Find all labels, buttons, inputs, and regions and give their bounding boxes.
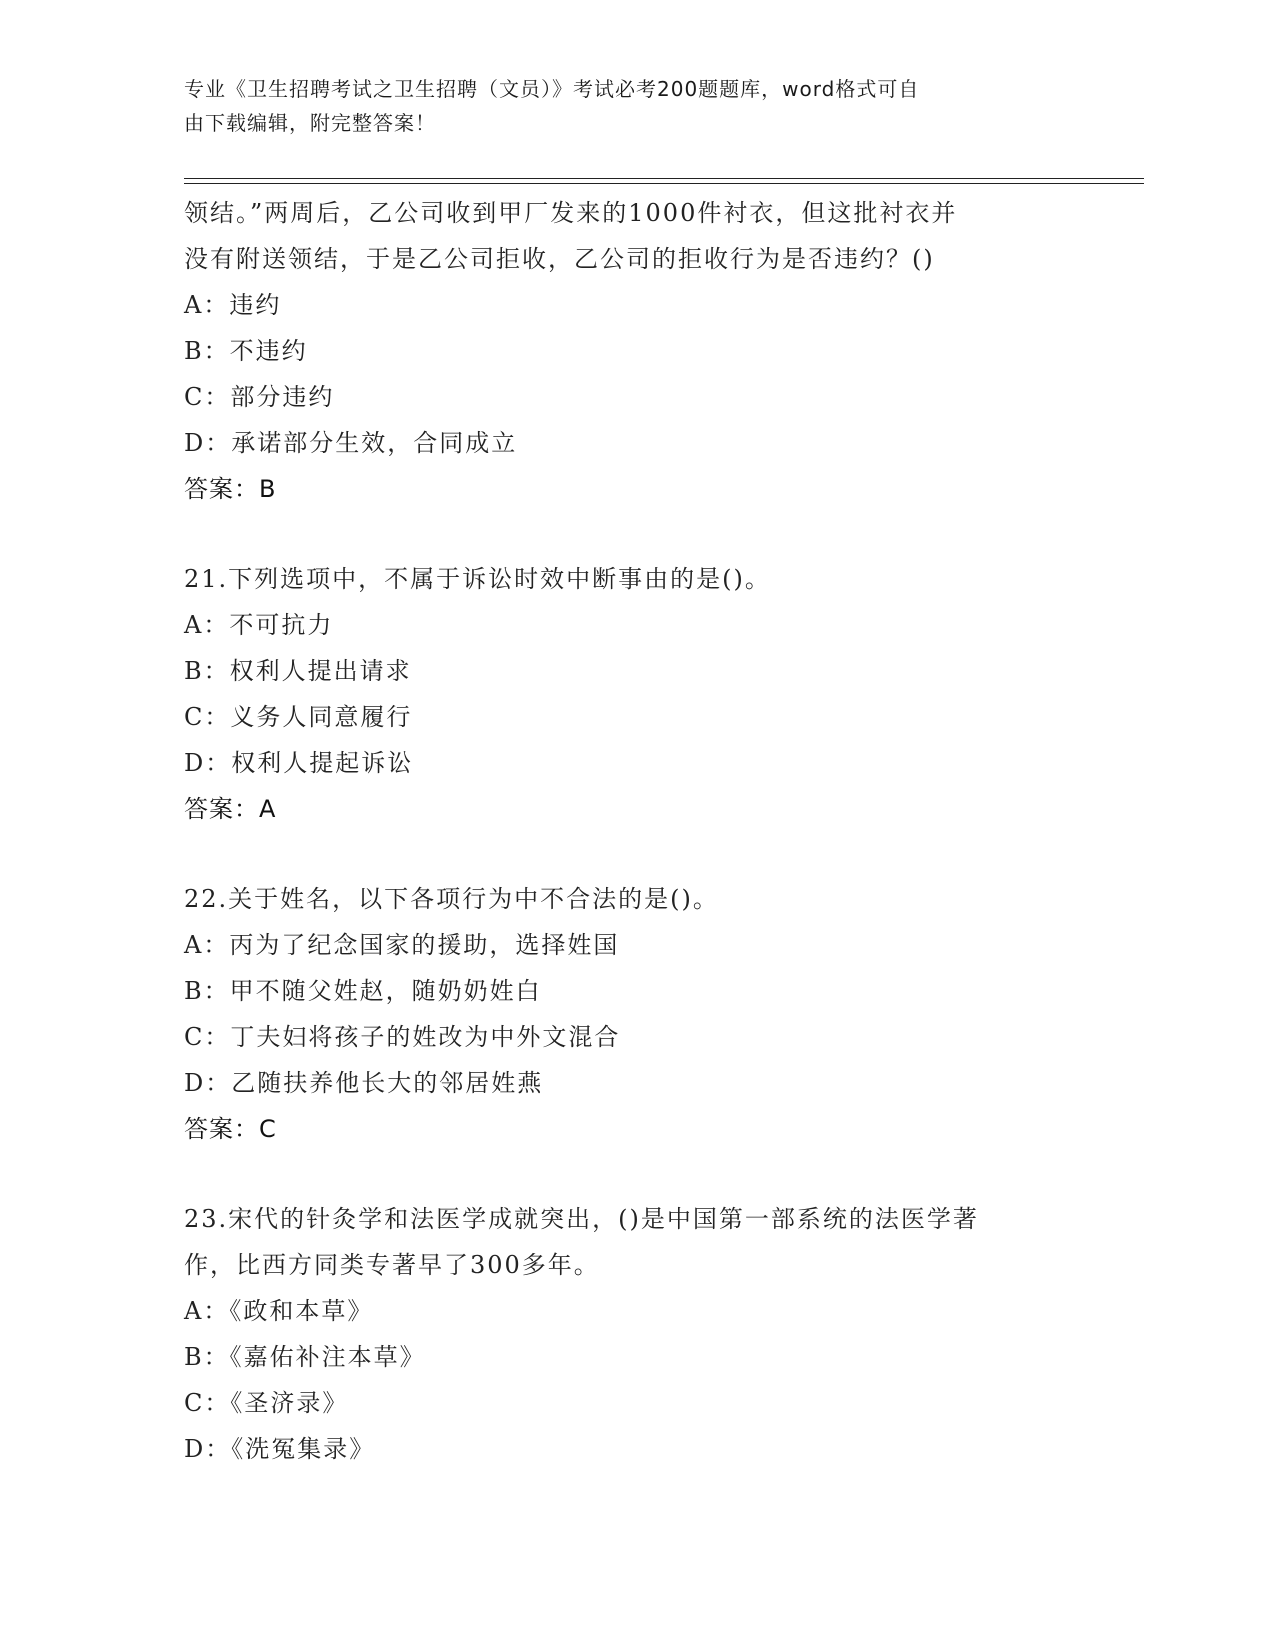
answer-line: 答案：B <box>184 475 277 503</box>
option-a: A：丙为了纪念国家的援助，选择姓国 <box>184 931 620 959</box>
spacer <box>184 1152 1084 1196</box>
question-stem: 作，比西方同类专著早了300多年。 <box>184 1251 600 1279</box>
spacer <box>184 832 1084 876</box>
question-stem: 21.下列选项中，不属于诉讼时效中断事由的是()。 <box>184 565 771 593</box>
document-header <box>184 72 1064 140</box>
option-a: A：违约 <box>184 291 282 319</box>
option-c: C：义务人同意履行 <box>184 703 413 731</box>
question-stem: 22.关于姓名，以下各项行为中不合法的是()。 <box>184 885 719 913</box>
option-d: D：权利人提起诉讼 <box>184 749 414 777</box>
question-23 <box>184 1196 1084 1472</box>
spacer <box>184 512 1084 556</box>
answer-line: 答案：A <box>184 795 277 823</box>
header-rule-top <box>184 178 1144 179</box>
option-a: A：《政和本草》 <box>184 1297 374 1325</box>
question-list <box>184 190 1084 1472</box>
option-c: C：部分违约 <box>184 383 335 411</box>
option-d: D：乙随扶养他长大的邻居姓燕 <box>184 1069 544 1097</box>
question-21 <box>184 556 1084 832</box>
answer-line: 答案：C <box>184 1115 277 1143</box>
header-rule-bottom <box>184 183 1144 184</box>
option-c: C：《圣济录》 <box>184 1389 349 1417</box>
question-stem: 23.宋代的针灸学和法医学成就突出，()是中国第一部系统的法医学著 <box>184 1205 979 1233</box>
option-b: B：权利人提出请求 <box>184 657 412 685</box>
question-prev <box>184 190 1084 512</box>
option-d: D：《洗冤集录》 <box>184 1435 376 1463</box>
question-stem: 领结。”两周后，乙公司收到甲厂发来的1000件衬衣，但这批衬衣并 <box>184 199 958 227</box>
question-stem: 没有附送领结，于是乙公司拒收，乙公司的拒收行为是否违约？() <box>184 245 935 273</box>
option-d: D：承诺部分生效，合同成立 <box>184 429 518 457</box>
header-line-1: 专业《卫生招聘考试之卫生招聘（文员）》考试必考200题题库，word格式可自 <box>184 77 920 101</box>
option-b: B：《嘉佑补注本草》 <box>184 1343 426 1371</box>
option-a: A：不可抗力 <box>184 611 334 639</box>
option-b: B：甲不随父姓赵，随奶奶姓白 <box>184 977 542 1005</box>
header-line-2: 由下载编辑，附完整答案！ <box>184 111 436 135</box>
question-22 <box>184 876 1084 1152</box>
option-c: C：丁夫妇将孩子的姓改为中外文混合 <box>184 1023 621 1051</box>
option-b: B：不违约 <box>184 337 308 365</box>
